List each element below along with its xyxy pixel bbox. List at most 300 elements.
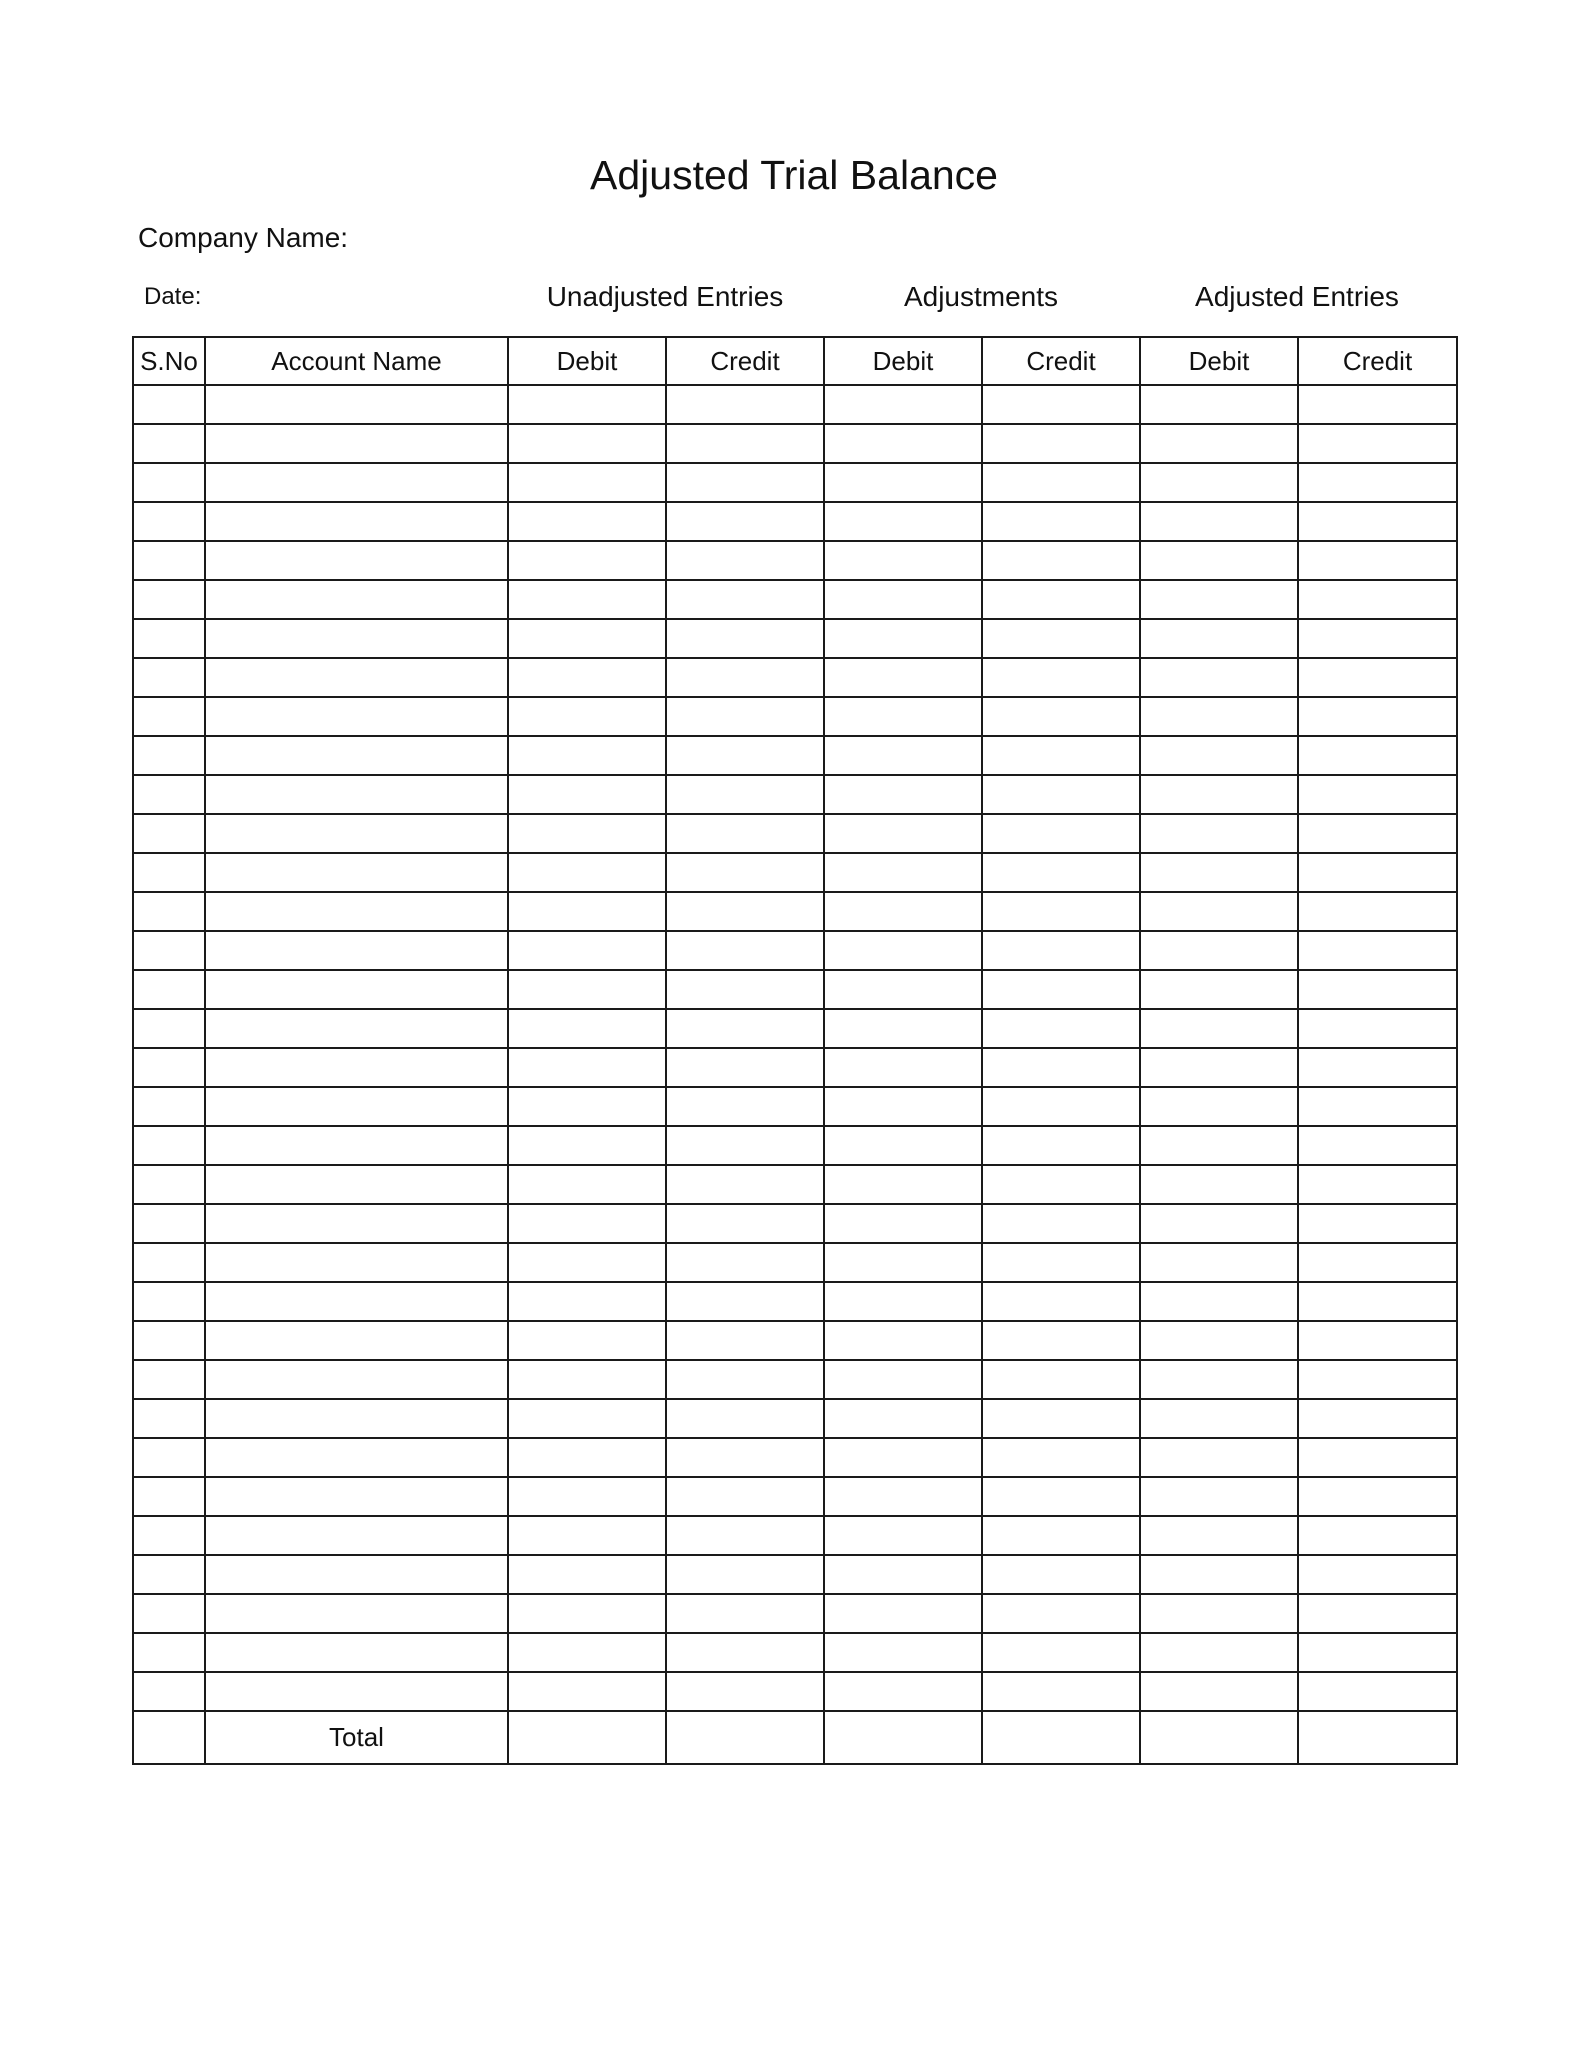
table-row — [133, 658, 1457, 697]
unadjusted-debit-cell[interactable] — [508, 1399, 666, 1438]
adjustments-credit-cell[interactable] — [982, 1009, 1140, 1048]
adjustments-credit-cell[interactable] — [982, 1243, 1140, 1282]
unadjusted-debit-cell[interactable] — [508, 1048, 666, 1087]
unadjusted-debit-cell[interactable] — [508, 619, 666, 658]
sno-cell[interactable] — [133, 1321, 205, 1360]
adjusted-debit-cell[interactable] — [1140, 892, 1298, 931]
unadjusted-debit-cell[interactable] — [508, 1477, 666, 1516]
adjusted-debit-cell[interactable] — [1140, 814, 1298, 853]
adjusted-debit-cell[interactable] — [1140, 1360, 1298, 1399]
unadjusted-credit-cell[interactable] — [666, 1477, 824, 1516]
account-name-cell[interactable] — [205, 1087, 508, 1126]
unadjusted-debit-cell[interactable] — [508, 1633, 666, 1672]
unadjusted-credit-cell[interactable] — [666, 697, 824, 736]
unadjusted-credit-cell[interactable] — [666, 931, 824, 970]
adjustments-credit-cell[interactable] — [982, 463, 1140, 502]
adjustments-debit-cell[interactable] — [824, 1165, 982, 1204]
adjusted-credit-cell[interactable] — [1298, 1633, 1457, 1672]
adjusted-credit-cell[interactable] — [1298, 1399, 1457, 1438]
sno-cell[interactable] — [133, 1555, 205, 1594]
sno-cell[interactable] — [133, 1672, 205, 1711]
adjusted-credit-cell[interactable] — [1298, 1048, 1457, 1087]
adjusted-debit-cell[interactable] — [1140, 1204, 1298, 1243]
sno-cell[interactable] — [133, 1009, 205, 1048]
table-row — [133, 853, 1457, 892]
sno-cell[interactable] — [133, 1126, 205, 1165]
sno-cell[interactable] — [133, 619, 205, 658]
table-row — [133, 1477, 1457, 1516]
unadjusted-credit-cell[interactable] — [666, 1672, 824, 1711]
adjustments-debit-cell[interactable] — [824, 1438, 982, 1477]
unadjusted-debit-cell[interactable] — [508, 1516, 666, 1555]
sno-cell[interactable] — [133, 1399, 205, 1438]
adjusted-debit-cell[interactable] — [1140, 1321, 1298, 1360]
adjustments-debit-cell[interactable] — [824, 1204, 982, 1243]
adjustments-debit-cell[interactable] — [824, 970, 982, 1009]
adjustments-debit-cell[interactable] — [824, 931, 982, 970]
account-name-cell[interactable] — [205, 736, 508, 775]
adjustments-debit-cell[interactable] — [824, 580, 982, 619]
unadjusted-debit-cell[interactable] — [508, 658, 666, 697]
table-row — [133, 541, 1457, 580]
unadjusted-credit-cell[interactable] — [666, 541, 824, 580]
adjusted-credit-cell[interactable] — [1298, 931, 1457, 970]
sno-header: S.No — [133, 337, 205, 385]
adjusted-credit-cell[interactable] — [1298, 853, 1457, 892]
adjustments-credit-cell[interactable] — [982, 1477, 1140, 1516]
adjustments-debit-cell[interactable] — [824, 463, 982, 502]
unadjusted-credit-cell[interactable] — [666, 580, 824, 619]
sno-cell[interactable] — [133, 970, 205, 1009]
adjusted-credit-cell[interactable] — [1298, 1165, 1457, 1204]
unadjusted-credit-cell[interactable] — [666, 1243, 824, 1282]
adjustments-credit-cell[interactable] — [982, 775, 1140, 814]
adjusted-credit-cell[interactable] — [1298, 1360, 1457, 1399]
account-name-cell[interactable] — [205, 1360, 508, 1399]
sno-cell[interactable] — [133, 580, 205, 619]
sno-cell[interactable] — [133, 463, 205, 502]
account-name-cell[interactable] — [205, 1282, 508, 1321]
sno-cell[interactable] — [133, 892, 205, 931]
adjusted-credit-cell[interactable] — [1298, 619, 1457, 658]
unadjusted-debit-cell[interactable] — [508, 424, 666, 463]
account-name-cell[interactable] — [205, 1516, 508, 1555]
adjusted-debit-cell[interactable] — [1140, 463, 1298, 502]
unadjusted-debit-cell[interactable] — [508, 502, 666, 541]
adjusted-debit-cell[interactable] — [1140, 385, 1298, 424]
table-row — [133, 1321, 1457, 1360]
unadjusted-credit-cell[interactable] — [666, 1399, 824, 1438]
adjustments-debit-cell[interactable] — [824, 541, 982, 580]
account-name-cell[interactable] — [205, 1009, 508, 1048]
table-row — [133, 1633, 1457, 1672]
adjusted-debit-cell[interactable] — [1140, 502, 1298, 541]
sno-cell[interactable] — [133, 1594, 205, 1633]
adjustments-debit-cell[interactable] — [824, 1633, 982, 1672]
unadjusted-debit-cell[interactable] — [508, 1555, 666, 1594]
unadjusted-debit-cell[interactable] — [508, 1165, 666, 1204]
adjusted-credit-cell[interactable] — [1298, 424, 1457, 463]
unadjusted-debit-cell[interactable] — [508, 970, 666, 1009]
adjusted-debit-cell[interactable] — [1140, 1399, 1298, 1438]
account-name-cell[interactable] — [205, 541, 508, 580]
unadjusted-debit-cell[interactable] — [508, 775, 666, 814]
adjusted-debit-cell[interactable] — [1140, 1165, 1298, 1204]
account-name-cell[interactable] — [205, 775, 508, 814]
unadjusted-debit-cell[interactable] — [508, 541, 666, 580]
unadjusted-credit-cell[interactable] — [666, 463, 824, 502]
table-row — [133, 463, 1457, 502]
account-name-cell[interactable] — [205, 1633, 508, 1672]
account-name-cell[interactable] — [205, 1165, 508, 1204]
adjustments-debit-cell[interactable] — [824, 1321, 982, 1360]
unadjusted-debit-cell[interactable] — [508, 463, 666, 502]
adjustments-credit-cell[interactable] — [982, 1126, 1140, 1165]
table-row — [133, 1555, 1457, 1594]
account-name-cell[interactable] — [205, 619, 508, 658]
adjusted-credit-cell[interactable] — [1298, 580, 1457, 619]
adjustments-credit-cell[interactable] — [982, 1594, 1140, 1633]
adjustments-debit-cell[interactable] — [824, 775, 982, 814]
adjusted-credit-cell[interactable] — [1298, 736, 1457, 775]
account-name-cell[interactable] — [205, 502, 508, 541]
adjusted-credit-cell[interactable] — [1298, 697, 1457, 736]
adjusted-credit-cell[interactable] — [1298, 1087, 1457, 1126]
account-name-cell[interactable] — [205, 1321, 508, 1360]
adjusted-debit-cell[interactable] — [1140, 1243, 1298, 1282]
table-row — [133, 1594, 1457, 1633]
adjustments-credit-cell[interactable] — [982, 424, 1140, 463]
unadjusted-credit-cell[interactable] — [666, 502, 824, 541]
table-row — [133, 502, 1457, 541]
account-name-cell[interactable] — [205, 970, 508, 1009]
sno-cell[interactable] — [133, 1360, 205, 1399]
account-name-cell[interactable] — [205, 580, 508, 619]
account-name-cell[interactable] — [205, 658, 508, 697]
adjusted-credit-cell[interactable] — [1298, 1009, 1457, 1048]
adjustments-debit-cell[interactable] — [824, 853, 982, 892]
total-unadjusted-credit-cell — [666, 1711, 824, 1764]
sno-cell[interactable] — [133, 697, 205, 736]
adjustments-credit-cell[interactable] — [982, 1165, 1140, 1204]
adjusted-credit-cell[interactable] — [1298, 814, 1457, 853]
account-name-cell[interactable] — [205, 1477, 508, 1516]
sno-cell[interactable] — [133, 1477, 205, 1516]
total-adjustments-credit-cell — [982, 1711, 1140, 1764]
date-label: Date: — [144, 283, 202, 310]
adjusted-debit-cell[interactable] — [1140, 1594, 1298, 1633]
adjustments-credit-cell[interactable] — [982, 1282, 1140, 1321]
adjustments-debit-cell[interactable] — [824, 1048, 982, 1087]
adjusted-credit-cell[interactable] — [1298, 892, 1457, 931]
unadjusted-credit-cell[interactable] — [666, 1048, 824, 1087]
sno-cell[interactable] — [133, 1165, 205, 1204]
account-name-cell[interactable] — [205, 424, 508, 463]
adjusted-credit-cell[interactable] — [1298, 385, 1457, 424]
unadjusted-credit-cell[interactable] — [666, 385, 824, 424]
unadjusted-credit-cell[interactable] — [666, 970, 824, 1009]
adjusted-credit-cell[interactable] — [1298, 1477, 1457, 1516]
adjustments-debit-cell[interactable] — [824, 424, 982, 463]
adjusted-debit-cell[interactable] — [1140, 619, 1298, 658]
adjusted-credit-cell[interactable] — [1298, 541, 1457, 580]
account-name-cell[interactable] — [205, 1048, 508, 1087]
unadjusted-credit-header: Credit — [666, 337, 824, 385]
adjusted-debit-cell[interactable] — [1140, 1126, 1298, 1165]
unadjusted-credit-cell[interactable] — [666, 1087, 824, 1126]
adjustments-debit-cell[interactable] — [824, 658, 982, 697]
sno-cell[interactable] — [133, 1438, 205, 1477]
adjustments-credit-cell[interactable] — [982, 1672, 1140, 1711]
adjusted-credit-cell[interactable] — [1298, 1438, 1457, 1477]
unadjusted-credit-cell[interactable] — [666, 1009, 824, 1048]
adjusted-debit-cell[interactable] — [1140, 1438, 1298, 1477]
account-name-cell[interactable] — [205, 1594, 508, 1633]
adjusted-entries-heading: Adjusted Entries — [1195, 281, 1399, 312]
unadjusted-debit-cell[interactable] — [508, 814, 666, 853]
adjustments-credit-cell[interactable] — [982, 697, 1140, 736]
adjustments-debit-cell[interactable] — [824, 1126, 982, 1165]
account-name-cell[interactable] — [205, 892, 508, 931]
account-name-cell[interactable] — [205, 697, 508, 736]
adjustments-credit-cell[interactable] — [982, 1633, 1140, 1672]
unadjusted-debit-cell[interactable] — [508, 736, 666, 775]
adjusted-debit-cell[interactable] — [1140, 424, 1298, 463]
adjustments-credit-cell[interactable] — [982, 1399, 1140, 1438]
unadjusted-credit-cell[interactable] — [666, 736, 824, 775]
adjustments-debit-cell[interactable] — [824, 1555, 982, 1594]
adjusted-debit-cell[interactable] — [1140, 541, 1298, 580]
sno-cell[interactable] — [133, 931, 205, 970]
unadjusted-credit-cell[interactable] — [666, 424, 824, 463]
adjusted-debit-cell[interactable] — [1140, 1516, 1298, 1555]
account-name-cell[interactable] — [205, 814, 508, 853]
unadjusted-debit-cell[interactable] — [508, 1009, 666, 1048]
adjustments-credit-cell[interactable] — [982, 814, 1140, 853]
total-adjusted-credit-cell — [1298, 1711, 1457, 1764]
adjustments-debit-cell[interactable] — [824, 814, 982, 853]
adjustments-credit-cell[interactable] — [982, 1087, 1140, 1126]
account-name-cell[interactable] — [205, 1126, 508, 1165]
unadjusted-credit-cell[interactable] — [666, 1321, 824, 1360]
adjustments-credit-cell[interactable] — [982, 619, 1140, 658]
sno-cell[interactable] — [133, 658, 205, 697]
adjustments-credit-cell[interactable] — [982, 1360, 1140, 1399]
account-name-cell[interactable] — [205, 1243, 508, 1282]
adjustments-debit-cell[interactable] — [824, 1360, 982, 1399]
sno-cell[interactable] — [133, 1633, 205, 1672]
unadjusted-debit-cell[interactable] — [508, 892, 666, 931]
unadjusted-debit-cell[interactable] — [508, 1594, 666, 1633]
account-name-cell[interactable] — [205, 931, 508, 970]
adjustments-credit-cell[interactable] — [982, 853, 1140, 892]
adjustments-credit-cell[interactable] — [982, 502, 1140, 541]
table-row — [133, 1672, 1457, 1711]
unadjusted-debit-cell[interactable] — [508, 1204, 666, 1243]
unadjusted-credit-cell[interactable] — [666, 1438, 824, 1477]
account-name-cell[interactable] — [205, 853, 508, 892]
unadjusted-credit-cell[interactable] — [666, 892, 824, 931]
adjustments-credit-cell[interactable] — [982, 658, 1140, 697]
table-row — [133, 619, 1457, 658]
account-name-cell[interactable] — [205, 1438, 508, 1477]
adjusted-debit-cell[interactable] — [1140, 775, 1298, 814]
unadjusted-debit-cell[interactable] — [508, 1360, 666, 1399]
table-body — [133, 385, 1457, 1764]
unadjusted-credit-cell[interactable] — [666, 1165, 824, 1204]
adjusted-credit-cell[interactable] — [1298, 1555, 1457, 1594]
adjustments-debit-cell[interactable] — [824, 502, 982, 541]
unadjusted-debit-cell[interactable] — [508, 697, 666, 736]
adjusted-credit-cell[interactable] — [1298, 1672, 1457, 1711]
adjusted-debit-cell[interactable] — [1140, 1282, 1298, 1321]
sno-cell[interactable] — [133, 1516, 205, 1555]
adjustments-credit-cell[interactable] — [982, 385, 1140, 424]
unadjusted-credit-cell[interactable] — [666, 1204, 824, 1243]
sno-cell[interactable] — [133, 1087, 205, 1126]
account-name-cell[interactable] — [205, 463, 508, 502]
adjustments-debit-cell[interactable] — [824, 697, 982, 736]
sno-cell[interactable] — [133, 853, 205, 892]
unadjusted-credit-cell[interactable] — [666, 1282, 824, 1321]
adjustments-debit-cell[interactable] — [824, 619, 982, 658]
adjusted-debit-cell[interactable] — [1140, 658, 1298, 697]
adjusted-credit-cell[interactable] — [1298, 1243, 1457, 1282]
adjustments-credit-cell[interactable] — [982, 1321, 1140, 1360]
adjustments-debit-cell[interactable] — [824, 1399, 982, 1438]
table-row — [133, 697, 1457, 736]
account-name-cell[interactable] — [205, 1204, 508, 1243]
sno-cell[interactable] — [133, 814, 205, 853]
unadjusted-credit-cell[interactable] — [666, 814, 824, 853]
unadjusted-debit-cell[interactable] — [508, 1438, 666, 1477]
unadjusted-credit-cell[interactable] — [666, 1516, 824, 1555]
adjustments-debit-cell[interactable] — [824, 736, 982, 775]
adjustments-credit-cell[interactable] — [982, 1516, 1140, 1555]
adjusted-debit-cell[interactable] — [1140, 970, 1298, 1009]
unadjusted-credit-cell[interactable] — [666, 1633, 824, 1672]
adjusted-debit-cell[interactable] — [1140, 1477, 1298, 1516]
unadjusted-credit-cell[interactable] — [666, 619, 824, 658]
sno-cell[interactable] — [133, 541, 205, 580]
adjusted-credit-cell[interactable] — [1298, 1594, 1457, 1633]
adjustments-credit-cell[interactable] — [982, 931, 1140, 970]
adjusted-credit-cell[interactable] — [1298, 658, 1457, 697]
adjusted-credit-cell[interactable] — [1298, 775, 1457, 814]
adjusted-debit-cell[interactable] — [1140, 1009, 1298, 1048]
adjustments-credit-cell[interactable] — [982, 736, 1140, 775]
adjustments-debit-cell[interactable] — [824, 1282, 982, 1321]
unadjusted-credit-cell[interactable] — [666, 1360, 824, 1399]
adjusted-credit-cell[interactable] — [1298, 463, 1457, 502]
sno-cell[interactable] — [133, 1204, 205, 1243]
adjustments-credit-cell[interactable] — [982, 580, 1140, 619]
account-name-cell[interactable] — [205, 1555, 508, 1594]
adjustments-credit-cell[interactable] — [982, 541, 1140, 580]
total-label: Total — [205, 1711, 508, 1764]
unadjusted-credit-cell[interactable] — [666, 853, 824, 892]
unadjusted-debit-cell[interactable] — [508, 1282, 666, 1321]
table-row — [133, 970, 1457, 1009]
adjustments-credit-cell[interactable] — [982, 1555, 1140, 1594]
unadjusted-debit-cell[interactable] — [508, 1672, 666, 1711]
unadjusted-debit-cell[interactable] — [508, 853, 666, 892]
unadjusted-debit-cell[interactable] — [508, 385, 666, 424]
unadjusted-debit-header: Debit — [508, 337, 666, 385]
adjusted-debit-cell[interactable] — [1140, 697, 1298, 736]
adjusted-credit-cell[interactable] — [1298, 1204, 1457, 1243]
adjusted-credit-cell[interactable] — [1298, 1282, 1457, 1321]
adjusted-debit-cell[interactable] — [1140, 736, 1298, 775]
adjustments-debit-cell[interactable] — [824, 892, 982, 931]
page-title: Adjusted Trial Balance — [590, 152, 998, 198]
adjustments-credit-cell[interactable] — [982, 892, 1140, 931]
adjustments-debit-cell[interactable] — [824, 1243, 982, 1282]
account-name-cell[interactable] — [205, 1672, 508, 1711]
sno-cell[interactable] — [133, 502, 205, 541]
adjusted-credit-cell[interactable] — [1298, 1126, 1457, 1165]
unadjusted-debit-cell[interactable] — [508, 1087, 666, 1126]
adjustments-debit-cell[interactable] — [824, 1594, 982, 1633]
adjustments-credit-cell[interactable] — [982, 1048, 1140, 1087]
account-name-cell[interactable] — [205, 1399, 508, 1438]
unadjusted-debit-cell[interactable] — [508, 1321, 666, 1360]
adjustments-debit-cell[interactable] — [824, 1477, 982, 1516]
adjusted-credit-cell[interactable] — [1298, 1321, 1457, 1360]
unadjusted-credit-cell[interactable] — [666, 658, 824, 697]
adjustments-credit-cell[interactable] — [982, 970, 1140, 1009]
adjustments-debit-cell[interactable] — [824, 1516, 982, 1555]
sno-cell[interactable] — [133, 775, 205, 814]
adjustments-debit-cell[interactable] — [824, 1009, 982, 1048]
adjusted-debit-cell[interactable] — [1140, 1633, 1298, 1672]
adjusted-debit-cell[interactable] — [1140, 853, 1298, 892]
unadjusted-credit-cell[interactable] — [666, 1594, 824, 1633]
adjusted-debit-cell[interactable] — [1140, 1087, 1298, 1126]
adjusted-debit-cell[interactable] — [1140, 1672, 1298, 1711]
adjustments-debit-cell[interactable] — [824, 1087, 982, 1126]
unadjusted-debit-cell[interactable] — [508, 580, 666, 619]
table-row — [133, 1516, 1457, 1555]
adjusted-debit-cell[interactable] — [1140, 931, 1298, 970]
adjusted-credit-cell[interactable] — [1298, 502, 1457, 541]
unadjusted-credit-cell[interactable] — [666, 1126, 824, 1165]
adjustments-credit-cell[interactable] — [982, 1204, 1140, 1243]
adjusted-debit-cell[interactable] — [1140, 1048, 1298, 1087]
unadjusted-debit-cell[interactable] — [508, 931, 666, 970]
adjusted-credit-cell[interactable] — [1298, 970, 1457, 1009]
unadjusted-debit-cell[interactable] — [508, 1126, 666, 1165]
adjusted-debit-cell[interactable] — [1140, 580, 1298, 619]
adjustments-debit-cell[interactable] — [824, 385, 982, 424]
unadjusted-credit-cell[interactable] — [666, 1555, 824, 1594]
sno-cell[interactable] — [133, 385, 205, 424]
total-row — [133, 1711, 1457, 1764]
sno-cell[interactable] — [133, 1243, 205, 1282]
sno-cell[interactable] — [133, 736, 205, 775]
unadjusted-credit-cell[interactable] — [666, 775, 824, 814]
sno-cell[interactable] — [133, 1282, 205, 1321]
adjustments-debit-cell[interactable] — [824, 1672, 982, 1711]
sno-cell[interactable] — [133, 424, 205, 463]
sno-cell[interactable] — [133, 1048, 205, 1087]
adjusted-debit-cell[interactable] — [1140, 1555, 1298, 1594]
adjustments-credit-cell[interactable] — [982, 1438, 1140, 1477]
total-sno-cell — [133, 1711, 205, 1764]
account-name-cell[interactable] — [205, 385, 508, 424]
adjusted-credit-cell[interactable] — [1298, 1516, 1457, 1555]
unadjusted-debit-cell[interactable] — [508, 1243, 666, 1282]
